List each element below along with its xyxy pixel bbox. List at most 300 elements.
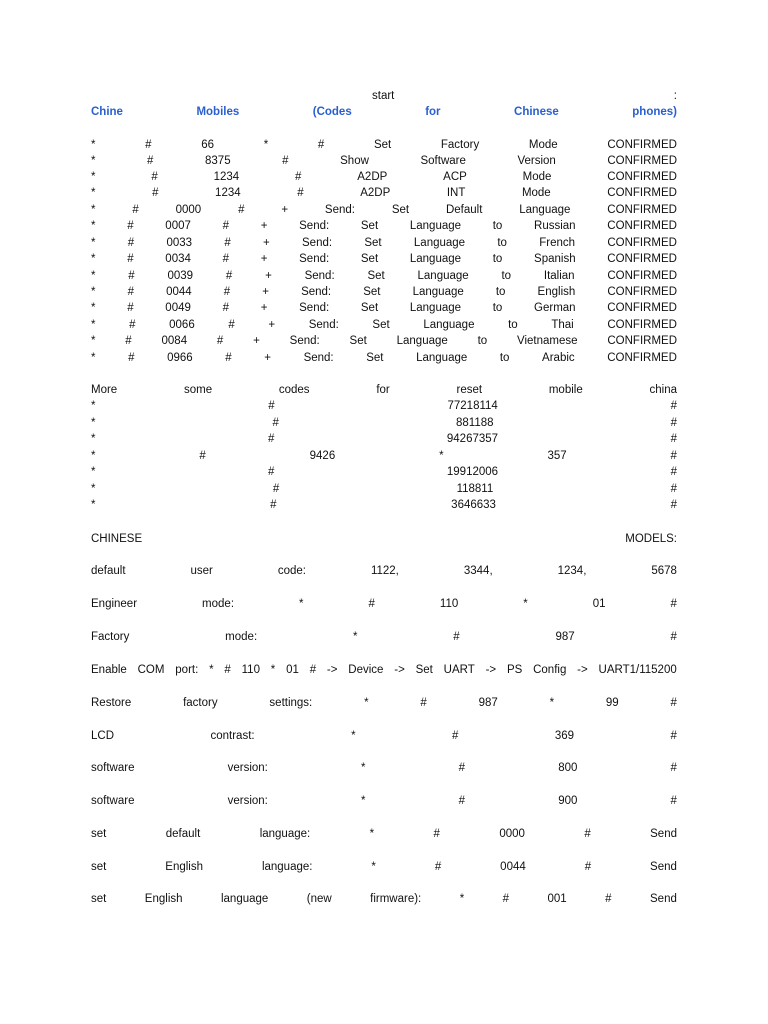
text-word: Factory: [91, 631, 130, 643]
text-word: 8375: [205, 155, 231, 167]
text-word: #: [132, 204, 139, 216]
text-word: Send:: [299, 302, 330, 314]
text-word: #: [267, 466, 275, 478]
text-word: CONFIRMED: [607, 286, 677, 298]
text-word: #: [225, 270, 233, 282]
text-word: *: [352, 631, 358, 643]
text-word: 3344,: [463, 565, 493, 577]
text-word: *: [209, 664, 214, 676]
text-word: #: [267, 433, 275, 445]
text-word: #: [670, 762, 677, 774]
text-word: 001: [547, 893, 567, 905]
text-word: *: [91, 171, 96, 183]
text-word: #: [297, 187, 304, 199]
text-word: software: [91, 762, 135, 774]
text-word: Send:: [303, 352, 334, 364]
text-word: #: [222, 302, 229, 314]
text-word: *: [91, 253, 96, 265]
text-word: 800: [558, 762, 578, 774]
text-word: 0033: [166, 237, 193, 249]
text-word: 01: [592, 598, 606, 610]
text-word: #: [458, 762, 466, 774]
text-word: Send:: [301, 286, 332, 298]
text-word: #: [199, 450, 206, 462]
text-word: CONFIRMED: [607, 204, 677, 216]
text-line: [91, 236, 677, 250]
text-word: 0044: [500, 861, 526, 873]
text-word: set: [91, 893, 107, 905]
text-word: Mobiles: [196, 106, 240, 118]
text-word: to: [495, 286, 506, 298]
text-word: *: [371, 861, 376, 873]
text-word: to: [492, 253, 503, 265]
text-word: #: [670, 730, 677, 742]
text-word: #: [129, 319, 136, 331]
text-line: [91, 334, 677, 348]
text-word: 987: [478, 697, 498, 709]
text-word: #: [458, 795, 466, 807]
text-line: [91, 301, 677, 315]
text-word: 0084: [161, 335, 188, 347]
text-word: French: [539, 237, 576, 249]
text-word: version:: [227, 762, 268, 774]
text-word: #: [268, 400, 275, 412]
text-word: to: [501, 270, 512, 282]
text-word: *: [91, 499, 96, 511]
text-word: #: [270, 499, 277, 511]
text-word: Set: [360, 220, 379, 232]
text-word: factory: [183, 697, 218, 709]
text-word: Vietnamese: [517, 335, 578, 347]
text-word: Language: [412, 286, 464, 298]
text-word: #: [145, 139, 152, 151]
text-word: *: [91, 319, 96, 331]
text-word: 881188: [455, 417, 494, 429]
text-word: #: [127, 302, 134, 314]
text-word: 9426: [309, 450, 336, 462]
text-line: [91, 597, 677, 611]
text-word: *: [91, 270, 96, 282]
text-word: #: [309, 664, 317, 676]
text-word: Send:: [289, 335, 320, 347]
text-word: CONFIRMED: [607, 171, 677, 183]
text-word: #: [670, 417, 677, 429]
text-word: #: [216, 335, 224, 347]
text-word: Set: [373, 139, 392, 151]
text-word: 0039: [167, 270, 194, 282]
text-word: *: [361, 762, 366, 774]
text-line: [91, 564, 677, 578]
text-word: :: [673, 90, 677, 102]
text-word: *: [91, 433, 96, 445]
text-word: +: [265, 270, 272, 282]
text-word: #: [272, 417, 279, 429]
text-word: Config: [533, 664, 567, 676]
text-word: mode:: [225, 631, 258, 643]
text-line: [91, 170, 677, 184]
text-word: 5678: [651, 565, 677, 577]
text-word: Arabic: [542, 352, 575, 364]
text-word: mode:: [202, 598, 235, 610]
text-word: Send:: [299, 253, 330, 265]
text-word: 66: [201, 139, 215, 151]
text-word: +: [260, 253, 268, 265]
text-word: +: [260, 302, 268, 314]
text-line: [91, 482, 677, 496]
text-word: Set: [367, 270, 385, 282]
text-word: Language: [423, 319, 475, 331]
text-word: default: [165, 828, 201, 840]
text-word: 0007: [165, 220, 191, 232]
text-word: ->: [485, 664, 497, 676]
text-word: #: [125, 335, 132, 347]
text-word: settings:: [269, 697, 313, 709]
text-word: version:: [227, 795, 268, 807]
text-word: CONFIRMED: [607, 155, 677, 167]
text-line: [91, 138, 677, 152]
text-word: *: [270, 664, 276, 676]
text-line: [91, 663, 677, 677]
text-word: Software: [420, 155, 466, 167]
text-word: china: [649, 384, 677, 396]
text-word: Russian: [534, 220, 576, 232]
text-word: #: [224, 664, 231, 676]
text-line: [91, 219, 677, 233]
text-word: 94267357: [446, 433, 499, 445]
text-word: *: [299, 598, 304, 610]
text-word: Set: [391, 204, 410, 216]
text-word: *: [91, 483, 96, 495]
text-word: #: [151, 171, 158, 183]
text-word: +: [262, 286, 269, 298]
text-word: *: [91, 204, 96, 216]
text-word: 0049: [165, 302, 191, 314]
text-word: CONFIRMED: [607, 335, 677, 347]
text-line: [91, 794, 677, 808]
text-line: [91, 465, 677, 479]
text-word: 110: [241, 664, 260, 676]
text-word: English: [144, 893, 183, 905]
text-word: +: [281, 204, 289, 216]
text-word: *: [91, 286, 96, 298]
text-word: 1234: [215, 187, 241, 199]
text-word: #: [584, 861, 592, 873]
text-word: #: [224, 237, 231, 249]
text-line: [91, 186, 677, 200]
text-word: CONFIRMED: [607, 187, 677, 199]
text-line: [91, 351, 677, 365]
text-word: #: [670, 795, 677, 807]
text-word: UART1/115200: [598, 664, 677, 676]
text-word: language:: [261, 861, 313, 873]
text-word: 369: [554, 730, 575, 742]
text-word: #: [152, 187, 159, 199]
text-line: [91, 696, 677, 710]
text-word: #: [605, 893, 612, 905]
text-line: [91, 860, 677, 874]
text-word: #: [420, 697, 427, 709]
text-word: English: [537, 286, 576, 298]
text-word: Set: [360, 253, 379, 265]
text-word: #: [128, 270, 135, 282]
text-line: [91, 449, 677, 463]
text-word: #: [295, 171, 302, 183]
text-word: 900: [558, 795, 578, 807]
text-word: *: [439, 450, 444, 462]
text-word: to: [492, 302, 503, 314]
text-word: #: [670, 631, 677, 643]
text-word: #: [453, 631, 460, 643]
text-word: #: [670, 450, 677, 462]
text-word: Send: [650, 828, 677, 840]
text-word: Set: [360, 302, 379, 314]
text-word: code:: [277, 565, 306, 577]
text-word: *: [351, 730, 356, 742]
text-word: 0000: [175, 204, 202, 216]
text-word: CONFIRMED: [607, 270, 677, 282]
text-word: 1122,: [370, 565, 399, 577]
text-word: More: [91, 384, 118, 396]
text-word: Set: [364, 237, 382, 249]
text-word: CHINESE: [91, 533, 143, 545]
text-word: *: [91, 417, 96, 429]
text-word: CONFIRMED: [607, 302, 677, 314]
text-line: [91, 89, 677, 103]
text-word: Show: [340, 155, 369, 167]
text-word: *: [523, 598, 528, 610]
text-line: [91, 318, 677, 332]
text-word: 0000: [499, 828, 525, 840]
text-word: *: [549, 697, 555, 709]
text-line: [91, 399, 677, 413]
text-word: CONFIRMED: [607, 220, 677, 232]
text-word: #: [670, 499, 677, 511]
text-word: 0044: [166, 286, 192, 298]
text-word: Set: [349, 335, 367, 347]
text-word: #: [670, 598, 677, 610]
text-word: English: [165, 861, 203, 873]
text-line: [91, 892, 677, 906]
text-word: +: [268, 319, 276, 331]
text-word: ->: [326, 664, 338, 676]
text-word: (Codes: [312, 106, 352, 118]
text-word: COM: [137, 664, 165, 676]
text-word: Set: [372, 319, 390, 331]
text-word: Engineer: [91, 598, 138, 610]
text-word: Language: [409, 302, 462, 314]
text-word: 0966: [167, 352, 193, 364]
text-word: Language: [416, 352, 468, 364]
text-word: ->: [577, 664, 588, 676]
text-line: [91, 761, 677, 775]
text-word: Language: [417, 270, 469, 282]
text-word: user: [190, 565, 213, 577]
text-word: 987: [555, 631, 575, 643]
text-word: ACP: [443, 171, 467, 183]
text-line: [91, 416, 677, 430]
text-word: *: [364, 697, 369, 709]
text-word: Version: [517, 155, 556, 167]
text-word: 357: [547, 450, 567, 462]
text-word: port:: [175, 664, 199, 676]
text-word: *: [91, 335, 96, 347]
text-word: INT: [446, 187, 466, 199]
text-word: #: [670, 697, 677, 709]
text-word: #: [670, 400, 677, 412]
text-line: [91, 154, 677, 168]
text-word: for: [425, 106, 441, 118]
text-word: contrast:: [210, 730, 255, 742]
text-word: German: [534, 302, 576, 314]
text-word: CONFIRMED: [607, 237, 677, 249]
text-word: Enable: [91, 664, 127, 676]
text-word: LCD: [91, 730, 115, 742]
text-word: #: [272, 483, 280, 495]
text-word: #: [670, 466, 677, 478]
text-word: default: [91, 565, 126, 577]
text-word: *: [91, 352, 96, 364]
text-word: *: [91, 187, 96, 199]
text-word: #: [434, 861, 442, 873]
text-word: +: [263, 237, 270, 249]
text-word: #: [222, 220, 229, 232]
text-word: Send: [650, 893, 677, 905]
text-word: Italian: [543, 270, 575, 282]
text-word: Mode: [528, 139, 558, 151]
text-word: *: [91, 302, 96, 314]
text-line: [91, 827, 677, 841]
text-line: [91, 383, 677, 397]
text-word: 0066: [169, 319, 195, 331]
text-word: A2DP: [357, 171, 388, 183]
text-word: Send:: [299, 220, 330, 232]
text-word: 0034: [165, 253, 191, 265]
text-word: 99: [605, 697, 619, 709]
text-word: Language: [413, 237, 466, 249]
text-word: *: [91, 220, 96, 232]
text-line: [91, 203, 677, 217]
text-word: Set: [363, 286, 381, 298]
text-word: mobile: [548, 384, 583, 396]
text-word: Send:: [304, 270, 335, 282]
text-word: 110: [439, 598, 459, 610]
text-line: [91, 498, 677, 512]
text-word: *: [91, 466, 96, 478]
text-word: 77218114: [447, 400, 498, 412]
text-word: *: [459, 893, 465, 905]
text-word: to: [477, 335, 488, 347]
text-word: Language: [396, 335, 448, 347]
text-word: Send: [650, 861, 677, 873]
text-word: *: [91, 450, 96, 462]
text-word: 1234,: [557, 565, 587, 577]
text-word: to: [497, 237, 507, 249]
text-word: Language: [519, 204, 571, 216]
text-word: 1234: [213, 171, 240, 183]
text-word: 01: [286, 664, 299, 676]
text-word: #: [127, 237, 135, 249]
text-word: *: [91, 237, 96, 249]
text-word: CONFIRMED: [607, 352, 677, 364]
text-word: Set: [366, 352, 384, 364]
text-word: (new: [306, 893, 332, 905]
text-word: for: [376, 384, 390, 396]
text-word: 19912006: [446, 466, 499, 478]
text-word: #: [222, 253, 229, 265]
text-word: PS: [506, 664, 523, 676]
text-word: #: [127, 253, 134, 265]
text-word: 118811: [456, 483, 494, 495]
text-word: Factory: [440, 139, 480, 151]
text-word: set: [91, 861, 107, 873]
text-word: start: [372, 90, 395, 102]
text-word: #: [452, 730, 459, 742]
text-word: #: [225, 352, 232, 364]
text-word: Set: [415, 664, 433, 676]
text-line: [91, 729, 677, 743]
text-word: language: [220, 893, 269, 905]
text-word: *: [361, 795, 366, 807]
text-word: *: [369, 828, 375, 840]
text-word: 3646633: [451, 499, 496, 511]
text-word: software: [91, 795, 135, 807]
text-line: [91, 269, 677, 283]
text-line: [91, 630, 677, 644]
text-word: *: [263, 139, 269, 151]
text-word: #: [127, 220, 134, 232]
text-word: Device: [348, 664, 384, 676]
text-word: UART: [443, 664, 475, 676]
text-word: *: [91, 139, 96, 151]
text-word: +: [260, 220, 268, 232]
text-word: Language: [409, 220, 462, 232]
text-word: #: [127, 286, 134, 298]
text-word: some: [183, 384, 213, 396]
text-word: #: [238, 204, 245, 216]
text-word: Thai: [551, 319, 574, 331]
text-word: +: [264, 352, 271, 364]
text-word: Default: [445, 204, 483, 216]
text-word: Language: [409, 253, 462, 265]
text-word: Mode: [521, 187, 551, 199]
text-word: CONFIRMED: [607, 319, 677, 331]
text-word: #: [584, 828, 591, 840]
text-word: #: [670, 483, 677, 495]
text-word: *: [91, 400, 96, 412]
text-word: Send:: [308, 319, 339, 331]
text-word: #: [433, 828, 440, 840]
text-word: Restore: [91, 697, 132, 709]
text-word: Send:: [302, 237, 333, 249]
text-word: phones): [632, 106, 677, 118]
text-line: [91, 532, 677, 546]
text-word: firmware):: [370, 893, 422, 905]
text-word: to: [492, 220, 503, 232]
text-word: +: [253, 335, 260, 347]
text-word: #: [368, 598, 375, 610]
text-word: Chinese: [514, 106, 559, 118]
text-word: #: [502, 893, 510, 905]
text-word: language:: [259, 828, 311, 840]
text-word: MODELS:: [625, 533, 677, 545]
text-word: A2DP: [360, 187, 391, 199]
text-word: #: [228, 319, 235, 331]
text-word: reset: [456, 384, 483, 396]
text-word: #: [128, 352, 135, 364]
text-word: CONFIRMED: [607, 253, 677, 265]
text-word: *: [91, 155, 96, 167]
text-word: #: [223, 286, 231, 298]
